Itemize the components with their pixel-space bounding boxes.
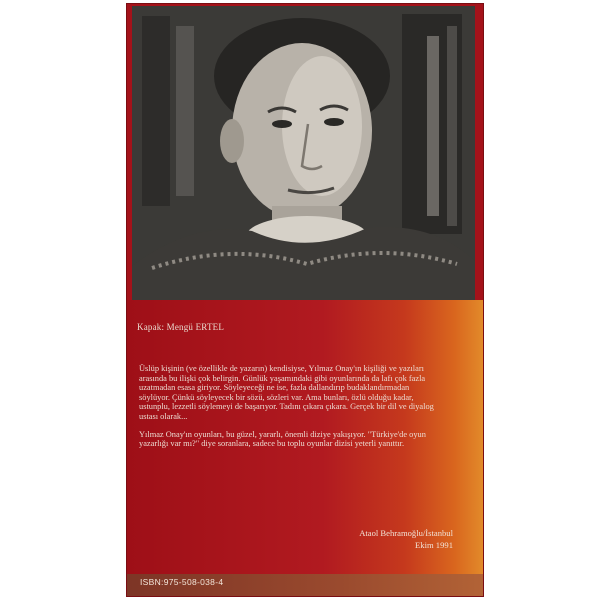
author-portrait-photo	[132, 6, 475, 300]
book-back-cover	[127, 4, 483, 596]
portrait-illustration	[132, 6, 475, 300]
signature-author: Ataol Behramoğlu/İstanbul	[359, 528, 453, 538]
blurb-paragraph-2: Yılmaz Onay'ın oyunları, bu güzel, yararlı, önemli diziye yakışıyor. "Türkiye'de oyun yazarlığı var mı?" diye soranlara, sadece bu toplu oyunlar dizisi yeterli yanıttır.	[139, 429, 426, 449]
cover-credit: Kapak: Mengü ERTEL	[137, 322, 225, 332]
signature-block	[359, 527, 453, 551]
blurb-text	[139, 364, 439, 457]
isbn-label: ISBN:975-508-038-4	[140, 577, 224, 587]
blurb-paragraph-1: Üslüp kişinin (ve özellikle de yazarın) kendisiyse, Yılmaz Onay'ın kişiliği ve yazıları arasında bu ilişki çok belirgin. Günlük yaşamındaki gibi oyunlarında da lafı çok fazla uzatmadan esasa giriyor. Söyleyeceği ne ise, fazla dallandırıp budaklandırmadan söylüyor. Çünkü söyleyecek bir sözü, sözleri var. Ama bunları, özlü olduğu kadar, ustunplu, lezzetli söylemeyi de başarıyor. Tadını çıkara çıkara. Gerçek bir dil ve diyalog ustası olarak...	[139, 364, 434, 421]
signature-date: Ekim 1991	[415, 540, 453, 550]
